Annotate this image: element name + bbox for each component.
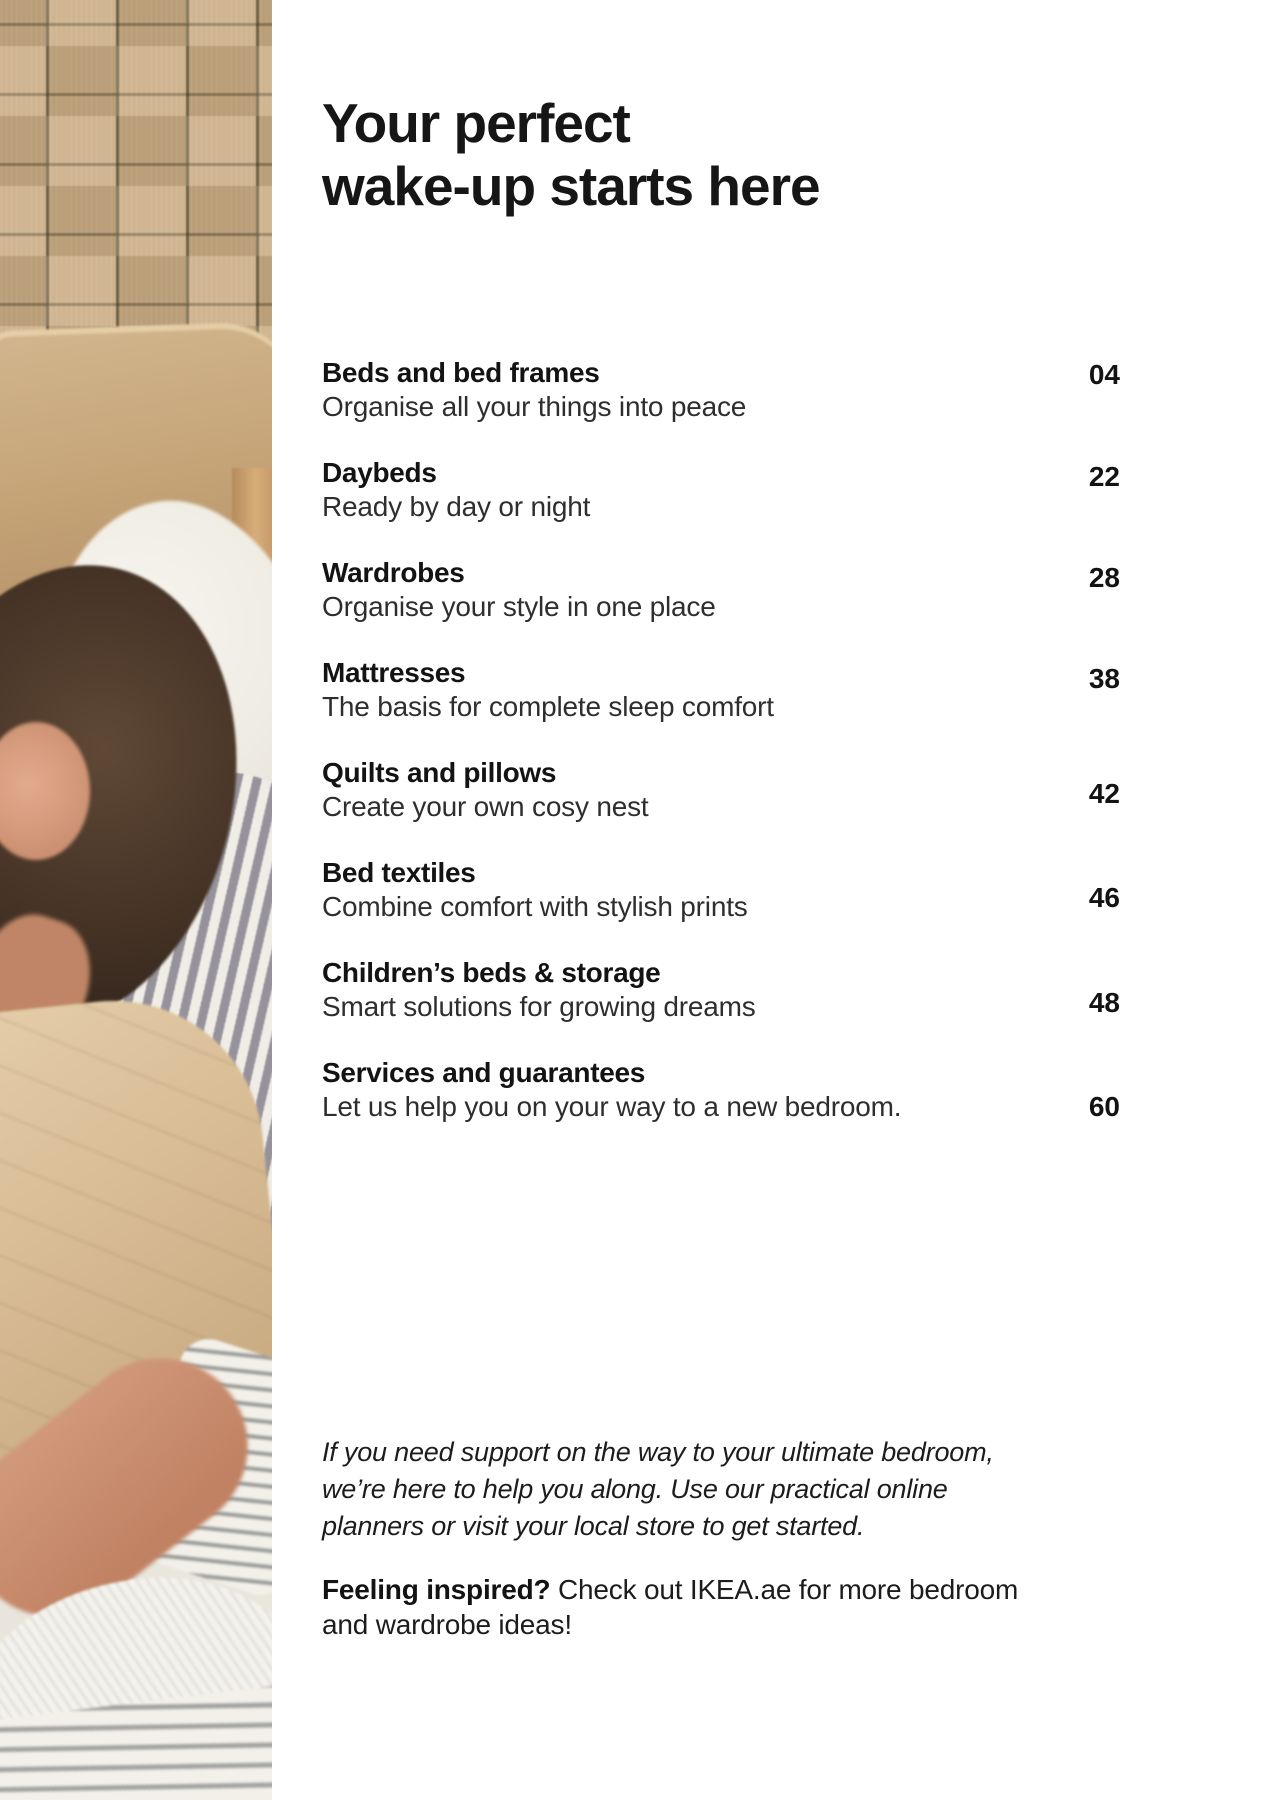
table-of-contents [322, 356, 1120, 1156]
inspired-note-line2: and wardrobe ideas! [322, 1609, 572, 1640]
toc-entry-title: Daybeds [322, 457, 437, 488]
toc-entry-text [322, 656, 774, 724]
toc-entry-page-number: 60 [1088, 1091, 1120, 1122]
toc-entry-mattresses[interactable] [322, 656, 1120, 724]
page-title-line1: Your perfect [322, 92, 630, 154]
support-note-line1: If you need support on the way to your ultimate bedroom, [322, 1437, 994, 1467]
ikea-website-link[interactable]: IKEA.ae [689, 1574, 792, 1605]
woven-headboard [0, 0, 272, 376]
toc-entry-text [322, 1056, 901, 1124]
toc-entry-page-number: 38 [1088, 663, 1120, 694]
toc-entry-bed-textiles[interactable] [322, 856, 1120, 924]
page-title [322, 92, 820, 218]
inspired-note [322, 1572, 1018, 1642]
support-note [322, 1434, 994, 1545]
inspired-note-line1 [322, 1572, 1018, 1607]
toc-page-content [322, 0, 1120, 1800]
toc-entry-text [322, 756, 649, 824]
toc-entry-text [322, 356, 746, 424]
toc-entry-childrens-beds-storage[interactable] [322, 956, 1120, 1024]
toc-entry-title: Wardrobes [322, 557, 465, 588]
toc-entry-text [322, 456, 590, 524]
support-note-line2: we’re here to help you along. Use our practical online [322, 1474, 948, 1504]
toc-entry-title: Bed textiles [322, 857, 476, 888]
toc-entry-subtitle: Smart solutions for growing dreams [322, 991, 756, 1022]
toc-entry-page-number: 22 [1088, 461, 1120, 492]
toc-entry-wardrobes[interactable] [322, 556, 1120, 624]
toc-entry-page-number: 28 [1088, 562, 1120, 593]
toc-entry-title: Children’s beds & storage [322, 957, 661, 988]
toc-entry-page-number: 46 [1088, 882, 1120, 913]
toc-entry-title: Services and guarantees [322, 1057, 646, 1088]
bedroom-photo [0, 0, 272, 1800]
toc-entry-text [322, 956, 756, 1024]
toc-entry-subtitle: Let us help you on your way to a new bedroom. [322, 1091, 902, 1122]
toc-entry-subtitle: Organise all your things into peace [322, 391, 747, 422]
toc-entry-subtitle: Organise your style in one place [322, 591, 716, 622]
toc-entry-page-number: 04 [1088, 359, 1120, 390]
support-note-line3: planners or visit your local store to get started. [322, 1511, 865, 1541]
toc-entry-title: Mattresses [322, 657, 466, 688]
toc-entry-subtitle: The basis for complete sleep comfort [322, 691, 774, 722]
toc-entry-daybeds[interactable] [322, 456, 1120, 524]
toc-entry-page-number: 48 [1088, 987, 1120, 1018]
toc-entry-services-and-guarantees[interactable] [322, 1056, 1120, 1124]
toc-entry-beds-and-bed-frames[interactable] [322, 356, 1120, 424]
page-title-line2: wake-up starts here [322, 155, 820, 217]
inspired-note-post: for more bedroom [791, 1574, 1019, 1605]
toc-entry-subtitle: Create your own cosy nest [322, 791, 649, 822]
toc-entry-title: Beds and bed frames [322, 357, 600, 388]
toc-entry-title: Quilts and pillows [322, 757, 557, 788]
toc-entry-page-number: 42 [1088, 778, 1120, 809]
inspired-note-bold: Feeling inspired? [322, 1574, 551, 1605]
toc-entry-subtitle: Combine comfort with stylish prints [322, 891, 748, 922]
inspired-note-pre: Check out [550, 1574, 690, 1605]
toc-entry-subtitle: Ready by day or night [322, 491, 591, 522]
toc-entry-quilts-and-pillows[interactable] [322, 756, 1120, 824]
toc-entry-text [322, 556, 716, 624]
toc-entry-text [322, 856, 748, 924]
